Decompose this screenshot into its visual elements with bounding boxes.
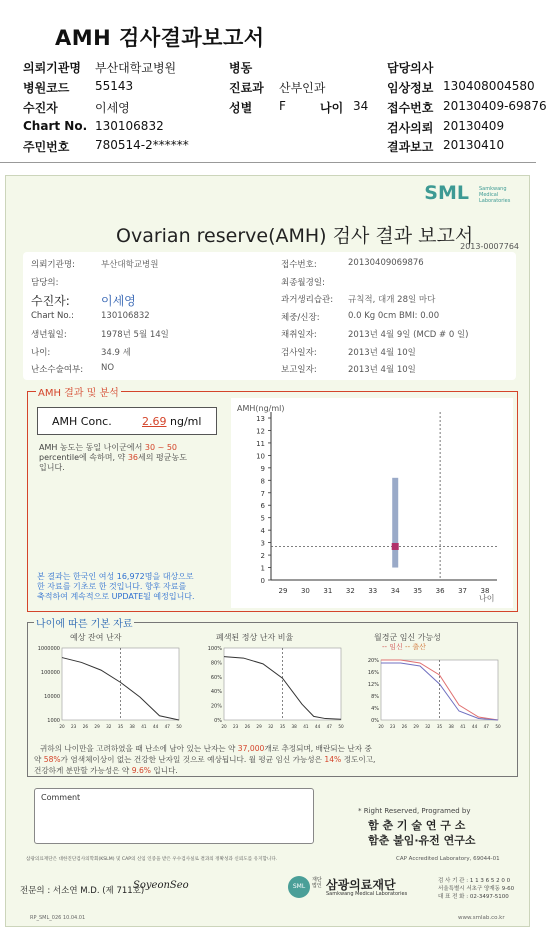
field-value: 0.0 Kg 0cm BMI: 0.00 — [348, 311, 440, 321]
mini-y-tick-label: 40% — [210, 689, 222, 696]
value-chart-no: 130106832 — [95, 119, 164, 133]
amh-y-tick-label: 1 — [260, 564, 265, 573]
field-label: 체중/신장: — [281, 313, 320, 323]
amh-chart-ylabel: AMH(ng/ml) — [237, 404, 285, 413]
amh-y-tick-label: 7 — [260, 489, 265, 498]
mini-x-tick-label: 38 — [291, 724, 297, 729]
mini-x-tick-label: 26 — [82, 724, 89, 729]
amh-y-tick-label: 12 — [256, 427, 265, 436]
amh-conc-value: 2.69 — [142, 415, 167, 428]
label-age: 나이 — [320, 101, 344, 115]
field-value: 부산대학교병원 — [101, 260, 159, 270]
label-report-date: 결과보고 — [387, 140, 434, 154]
amh-y-tick-label: 8 — [260, 477, 265, 486]
mini-y-tick-label: 60% — [210, 674, 222, 681]
label-chart-no: Chart No. — [23, 119, 88, 133]
mini-x-tick-label: 29 — [256, 724, 262, 729]
amh-y-tick-label: 3 — [260, 539, 265, 548]
amh-x-tick-label: 33 — [368, 587, 378, 595]
mini-x-tick-label: 47 — [483, 724, 489, 729]
mini-y-tick-label: 0% — [371, 718, 379, 724]
legend-pregnancy: -- 임신 — [382, 643, 403, 651]
mini-x-tick-label: 50 — [338, 724, 344, 729]
note-line: 한 자료를 기초로 한 것입니다. 향후 자료를 — [37, 582, 187, 591]
summary-text: 개로 추정되며, 배란되는 난자 중 — [264, 744, 372, 753]
report-title: AMH 검사결과보고서 — [55, 26, 265, 50]
amh-section-title: AMH 결과 및 분석 — [36, 384, 121, 399]
amh-chart-bg — [231, 398, 513, 608]
amh-y-tick-label: 6 — [260, 502, 265, 511]
sml-logo-subtitle: Samkwang Medical Laboratories — [479, 186, 511, 204]
field-label: 생년월일: — [31, 330, 67, 340]
field-value: 이세영 — [101, 294, 136, 308]
comment-box — [34, 788, 314, 844]
field-label: 의뢰기관명: — [31, 260, 75, 270]
amh-x-tick-label: 31 — [323, 587, 333, 595]
mini-x-tick-label: 47 — [164, 724, 170, 729]
amh-conc-unit: ng/ml — [170, 415, 202, 428]
value-report-date: 20130410 — [443, 138, 505, 152]
foundation-logo-icon: SML — [288, 876, 310, 898]
summary-text: 정도이고, — [343, 755, 376, 764]
age-section-title: 나이에 따른 기본 자료 — [34, 615, 134, 630]
amh-y-tick-label: 10 — [256, 452, 265, 461]
amh-x-tick-label: 32 — [345, 587, 355, 595]
label-doctor: 담당의사 — [387, 61, 434, 75]
label-receipt-no: 접수번호 — [387, 101, 434, 115]
contact-info — [438, 877, 514, 901]
institute-name-2: 함춘 불임·유전 연구소 — [368, 834, 476, 847]
summary-text: 귀하의 나이만을 고려하였을 때 난소에 남아 있는 난자는 약 — [40, 744, 236, 753]
field-label: 보고일자: — [281, 365, 317, 375]
amh-y-tick-label: 0 — [260, 577, 265, 585]
cap-text: CAP Accredited Laboratory, 69044-01 — [396, 856, 500, 862]
amh-patient-point — [392, 543, 399, 550]
amh-y-tick-label: 13 — [256, 415, 265, 423]
value-hospital-code: 55143 — [95, 79, 134, 93]
mini-x-tick-label: 38 — [448, 724, 454, 729]
summary-text: 약 — [34, 755, 42, 764]
mini-x-tick-label: 20 — [221, 724, 227, 729]
field-label: Chart No.: — [31, 311, 75, 321]
mini-x-tick-label: 29 — [413, 724, 419, 729]
desc-age: 36 — [127, 453, 139, 462]
mini-chart-title-2: 폐색된 정상 난자 비율 — [216, 633, 294, 642]
field-label: 과거생리습관: — [281, 295, 334, 305]
field-value: 130106832 — [101, 311, 150, 321]
label-request-date: 검사의뢰 — [387, 121, 434, 135]
field-label: 수진자: — [31, 294, 70, 308]
note-line: 본 결과는 한국인 여성 16,972명을 대상으로 — [37, 572, 194, 581]
amh-conc-box — [37, 407, 217, 435]
mini-y-tick-label: 1000000 — [37, 646, 60, 652]
value-institution: 부산대학교병원 — [95, 61, 177, 75]
field-label: 담당의: — [31, 278, 59, 288]
amh-conc-label: AMH Conc. — [52, 415, 112, 428]
amh-x-tick-label: 37 — [458, 587, 468, 595]
amh-y-tick-label: 4 — [260, 527, 265, 536]
mini-x-tick-label: 44 — [152, 724, 159, 729]
field-value: 규칙적, 대개 28일 마다 — [348, 295, 436, 305]
label-patient: 수진자 — [23, 101, 58, 115]
certification-text: 삼광의료재단은 대한진단검사의학회(KSLM) 및 CAP의 신임 인증을 받은 우수검사실로 결과의 정확성과 신뢰도를 유지합니다. — [26, 857, 278, 862]
mini-y-tick-label: 10000 — [44, 694, 60, 700]
mini-x-tick-label: 35 — [117, 724, 124, 729]
form-code: RP_SML_026 10.04.01 — [30, 915, 86, 921]
value-patient: 이세영 — [95, 101, 130, 115]
mini-x-tick-label: 32 — [425, 724, 431, 729]
remaining-eggs-chart — [30, 642, 185, 734]
mini-y-tick-label: 8% — [371, 694, 379, 700]
summary-text: 입니다. — [153, 766, 178, 775]
mini-x-tick-label: 26 — [244, 724, 251, 729]
value-sex: F — [279, 99, 286, 113]
label-ward: 병동 — [229, 61, 253, 75]
pregnancy-chance-chart — [349, 654, 504, 734]
value-resident-no: 780514-2****** — [95, 138, 189, 152]
field-value: 2013년 4월 10일 — [348, 365, 416, 375]
mini-y-tick-label: 80% — [210, 660, 222, 667]
website: www.smlab.co.kr — [458, 915, 505, 921]
mini-x-tick-label: 20 — [378, 724, 384, 729]
mini-x-tick-label: 23 — [71, 724, 77, 729]
mini-x-tick-label: 50 — [176, 724, 182, 729]
report-heading: Ovarian reserve(AMH) 검사 결과 보고서 — [116, 225, 474, 247]
label-clinical-info: 임상정보 — [387, 81, 434, 95]
doctor-name: 전문의 : 서소연 M.D. (제 711호) — [20, 886, 145, 896]
label-department: 진료과 — [229, 81, 264, 95]
value-clinical-info: 130408004580 — [443, 79, 535, 93]
mini-x-tick-label: 20 — [59, 724, 65, 729]
scanned-report — [5, 175, 530, 927]
field-label: 난소수술여부: — [31, 365, 84, 375]
divider — [0, 162, 536, 163]
mini-chart-legend — [382, 642, 426, 652]
mini-chart-title-1: 예상 잔여 난자 — [70, 633, 122, 642]
desc-text: percentile에 속하며, 약 — [39, 453, 126, 462]
contact-line: 검 사 기 관 : 1 1 3 6 5 2 0 0 — [438, 878, 511, 884]
age-summary — [34, 743, 516, 776]
value-department: 산부인과 — [279, 81, 326, 95]
amh-x-tick-label: 29 — [278, 587, 288, 595]
mini-y-tick-label: 20% — [367, 658, 379, 664]
legend-birth: -- 출산 — [405, 643, 426, 651]
rights-text: * Right Reserved, Programed by — [358, 807, 471, 815]
desc-text: AMH 농도는 동일 나이군에서 — [39, 443, 143, 452]
field-label: 나이: — [31, 348, 51, 358]
contact-line: 서울특별시 서초구 양재동 9-60 — [438, 886, 515, 892]
contact-line: 대 표 전 화 : 02-3497-5100 — [438, 894, 509, 900]
mini-y-tick-label: 100000 — [40, 670, 60, 676]
desc-text: 세의 평균농도 — [138, 453, 187, 462]
field-value: 20130409069876 — [348, 258, 424, 268]
mini-x-tick-label: 23 — [390, 724, 396, 729]
summary-pregnancy: 14% — [324, 755, 342, 764]
summary-text: 가 염색체이상이 없는 건강한 난자일 것으로 예상됩니다. 월 평균 임신 가능성은 — [60, 755, 322, 764]
label-sex: 성별 — [229, 101, 253, 115]
foundation-tag: 재단법인 — [312, 877, 322, 889]
amh-y-tick-label: 2 — [260, 552, 265, 561]
mini-y-tick-label: 1000 — [47, 718, 60, 724]
foundation-en: Samkwang Medical Laboratories — [326, 891, 408, 897]
field-value: NO — [101, 363, 115, 373]
mini-x-tick-label: 44 — [471, 724, 478, 729]
summary-eggs: 37,000 — [237, 744, 265, 753]
mini-x-tick-label: 41 — [141, 724, 147, 729]
mini-y-tick-label: 20% — [210, 703, 222, 710]
field-label: 최종월경일: — [281, 278, 325, 288]
amh-x-tick-label: 36 — [435, 587, 445, 595]
mini-y-tick-label: 0% — [214, 718, 222, 724]
amh-y-tick-label: 9 — [260, 464, 265, 473]
amh-note — [37, 572, 232, 602]
field-value: 1978년 5월 14일 — [101, 330, 169, 340]
institute-name-1: 함 춘 기 술 연 구 소 — [368, 819, 466, 832]
mini-x-tick-label: 23 — [233, 724, 239, 729]
note-line: 축적하여 계속적으로 UPDATE될 예정입니다. — [37, 592, 195, 601]
amh-age-chart — [231, 398, 513, 608]
desc-range: 30 ~ 50 — [144, 443, 178, 452]
mini-x-tick-label: 26 — [401, 724, 408, 729]
field-label: 검사일자: — [281, 348, 317, 358]
mini-y-tick-label: 16% — [367, 670, 379, 676]
label-institution: 의뢰기관명 — [23, 61, 81, 75]
mini-x-tick-label: 38 — [129, 724, 135, 729]
mini-x-tick-label: 50 — [495, 724, 501, 729]
value-age: 34 — [353, 99, 369, 113]
summary-birth: 9.6% — [131, 766, 151, 775]
amh-range-bar — [392, 478, 398, 568]
mini-x-tick-label: 32 — [106, 724, 112, 729]
amh-y-tick-label: 11 — [256, 439, 265, 448]
mini-chart-title-3: 월경군 임신 가능성 — [374, 633, 441, 642]
doctor-signature: SoyeonSeo — [133, 880, 189, 891]
value-request-date: 20130409 — [443, 119, 505, 133]
summary-normal-ratio: 58% — [43, 755, 61, 764]
field-label: 접수번호: — [281, 260, 317, 270]
field-value: 2013년 4월 10일 — [348, 348, 416, 358]
amh-x-tick-label: 38 — [480, 587, 490, 595]
amh-description — [39, 443, 229, 473]
summary-text: 건강하게 분만할 가능성은 약 — [34, 766, 130, 775]
mini-y-tick-label: 12% — [367, 682, 379, 688]
value-receipt-no: 20130409-69876 — [443, 99, 547, 113]
mini-x-tick-label: 47 — [326, 724, 332, 729]
amh-x-tick-label: 35 — [413, 587, 423, 595]
mini-x-tick-label: 41 — [303, 724, 309, 729]
comment-label: Comment — [41, 793, 81, 802]
mini-x-tick-label: 29 — [94, 724, 100, 729]
mini-x-tick-label: 41 — [460, 724, 466, 729]
patient-info-box — [23, 252, 516, 380]
amh-x-tick-label: 30 — [300, 587, 310, 595]
amh-chart-xlabel: 나이 — [479, 594, 495, 603]
amh-x-tick-label: 34 — [390, 587, 400, 595]
desc-text: 입니다. — [39, 463, 65, 472]
amh-y-tick-label: 5 — [260, 514, 265, 523]
mini-y-tick-label: 100% — [207, 646, 222, 652]
field-label: 채취일자: — [281, 330, 317, 340]
mini-x-tick-label: 35 — [436, 724, 443, 729]
mini-x-tick-label: 35 — [279, 724, 286, 729]
mini-y-tick-label: 4% — [371, 706, 379, 712]
field-value: 2013년 4월 9일 (MCD # 0 일) — [348, 330, 469, 340]
field-value: 34.9 세 — [101, 348, 131, 358]
foundation-name: 삼광의료재단 — [326, 878, 396, 892]
mini-x-tick-label: 32 — [268, 724, 274, 729]
normal-eggs-ratio-chart — [192, 642, 347, 734]
label-hospital-code: 병원코드 — [23, 81, 70, 95]
sml-logo: SML — [424, 182, 469, 204]
report-code: 2013-0007764 — [460, 242, 519, 251]
label-resident-no: 주민번호 — [23, 140, 70, 154]
mini-x-tick-label: 44 — [314, 724, 321, 729]
